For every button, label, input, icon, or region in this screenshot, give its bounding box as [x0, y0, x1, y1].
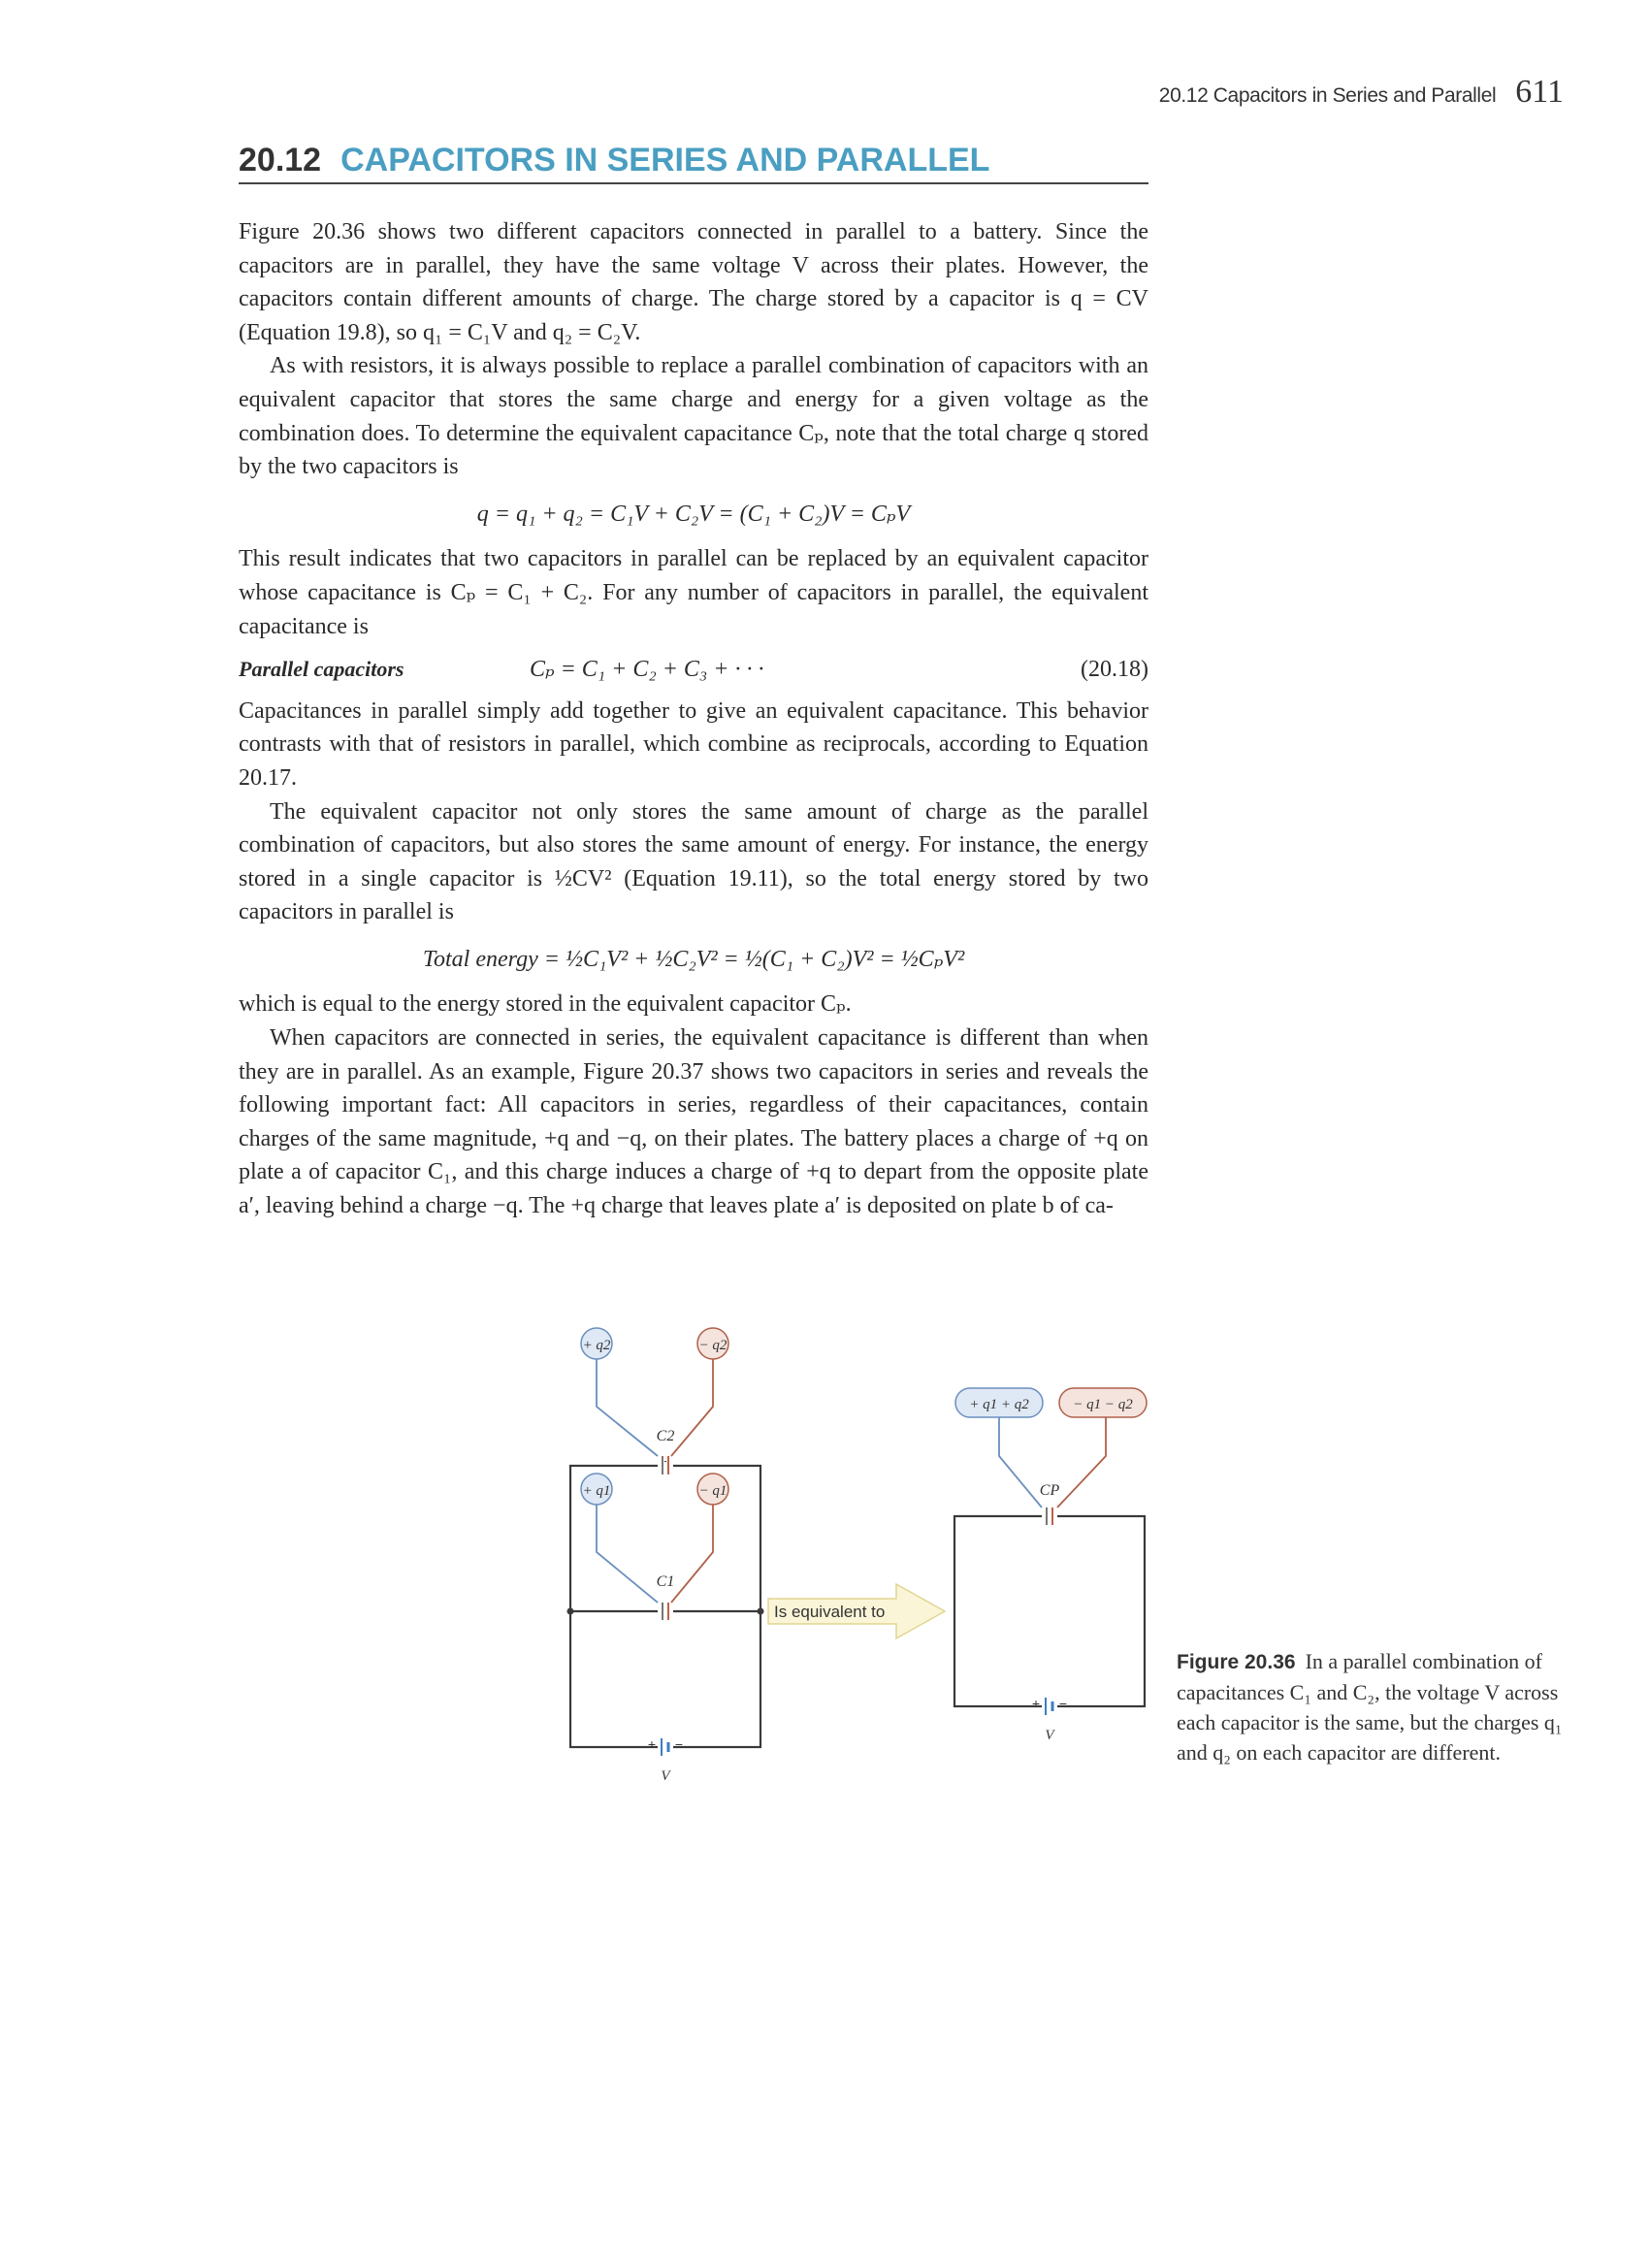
label-c1: C1 [656, 1573, 675, 1590]
capacitor-c1 [658, 1603, 673, 1620]
running-head-title: 20.12 Capacitors in Series and Parallel [1158, 84, 1497, 107]
equation: Total energy = ½C₁V² + ½C₂V² = ½(C₁ + C₂)V² = ½CₚV² [422, 946, 965, 972]
equation: Cₚ = C₁ + C₂ + C₃ + · · · [530, 657, 764, 683]
paragraph: which is equal to the energy stored in the equivalent capacitor Cₚ. [239, 991, 852, 1018]
figure-caption [1177, 1646, 1565, 1767]
capacitor-c2 [658, 1456, 673, 1474]
label-neg-q1: − q1 [698, 1483, 728, 1499]
label-cp: CP [1039, 1482, 1060, 1499]
capacitor-cp [1042, 1507, 1057, 1525]
section-heading [239, 142, 1148, 184]
label-v-right: V [1045, 1728, 1054, 1743]
equation: q = q₁ + q₂ = C₁V + C₂V = (C₁ + C₂)V = CₚV [476, 501, 911, 527]
label-c2: C2 [656, 1428, 675, 1444]
label-pos-total: + q1 + q2 [969, 1397, 1029, 1412]
caption-text: In a parallel combination of capacitances C₁ and C₂, the voltage V across each capacitor is the same, but the charges q₁ and q₂ on each capacitor are different. [1177, 1649, 1563, 1765]
left-charge-wires [597, 1356, 713, 1603]
charge-bubble-neg-q1 [697, 1474, 728, 1505]
label-pos-q2: + q2 [582, 1338, 611, 1353]
battery-left [658, 1738, 673, 1756]
running-head [1159, 74, 1564, 111]
paragraph: The equivalent capacitor not only stores the same amount of charge as the parallel combination of capacitors, but also stores the same amount of energy. For instance, the energy stored in a single capacitor is ½CV² (Equation 19.11), so the total energy stored by two capacitors in parallel is [239, 798, 1148, 925]
equivalence-label: Is equivalent to [774, 1603, 886, 1621]
circuit-diagram [563, 1324, 1164, 1809]
charge-bubble-pos-total [955, 1388, 1043, 1417]
junction-node [758, 1608, 764, 1615]
numbered-equation [239, 653, 1148, 687]
paragraph: Capacitances in parallel simply add together to give an equivalent capacitance. This behavior contrasts with that of resistors in parallel, which combine as reciprocals, according to Equation 20.17. [239, 697, 1148, 791]
body-text [239, 215, 1148, 1223]
paragraph: As with resistors, it is always possible to replace a parallel combination of capacitors with an equivalent capacitor that stores the same charge and energy for a given voltage as the combination does. To determine the equivalent capacitance Cₚ, note that the total charge q stored by the two capacitors is [239, 353, 1148, 480]
label-neg-total: − q1 − q2 [1073, 1397, 1133, 1412]
page-number: 611 [1515, 74, 1564, 110]
label-v-left: V [661, 1768, 670, 1784]
charge-bubble-pos-q2 [581, 1328, 612, 1359]
battery-minus-left: − [674, 1736, 684, 1752]
equation-label: Parallel capacitors [239, 657, 404, 682]
paragraph: Figure 20.36 shows two different capacitors connected in parallel to a battery. Since the capacitors are in parallel, they have the same voltage V across their plates. However, the capacitors contain different amounts of charge. The charge stored by a capacitor is q = CV (Equation 19.8), so q₁ = C₁V and q₂ = C₂V. [239, 219, 1148, 345]
label-pos-q1: + q1 [582, 1483, 611, 1499]
charge-bubble-neg-total [1059, 1388, 1147, 1417]
battery-minus-right: − [1058, 1696, 1068, 1711]
right-circuit-wires [954, 1516, 1145, 1706]
figure-20-36 [563, 1324, 1164, 1809]
paragraph: This result indicates that two capacitors in parallel can be replaced by an equivalent capacitor whose capacitance is Cₚ = C₁ + C₂. For any number of capacitors in parallel, the equivalent capacitance is [239, 546, 1148, 639]
junction-node [567, 1608, 574, 1615]
caption-label: Figure 20.36 [1177, 1651, 1296, 1673]
battery-right [1042, 1698, 1057, 1715]
equivalence-arrow [768, 1584, 945, 1638]
section-title: CAPACITORS IN SERIES AND PARALLEL [340, 142, 990, 178]
paragraph: When capacitors are connected in series, the equivalent capacitance is different than when they are in parallel. As an example, Figure 20.37 shows two capacitors in series and reveals the following important fact: All capacitors in series, regardless of their capacitances, contain charges of the same magnitude, +q and −q, on their plates. The battery places a charge of +q on plate a of capacitor C₁, and this charge induces a charge of +q to depart from the opposite plate a′, leaving behind a charge −q. The +q charge that leaves plate a′ is deposited on plate b of ca- [239, 1025, 1148, 1219]
label-neg-q2: − q2 [698, 1338, 728, 1353]
equation-number: (20.18) [1081, 657, 1148, 683]
charge-bubble-neg-q2 [697, 1328, 728, 1359]
battery-plus-right: + [1031, 1696, 1041, 1711]
section-number: 20.12 [239, 142, 322, 178]
charge-bubble-pos-q1 [581, 1474, 612, 1505]
battery-plus-left: + [647, 1736, 657, 1752]
